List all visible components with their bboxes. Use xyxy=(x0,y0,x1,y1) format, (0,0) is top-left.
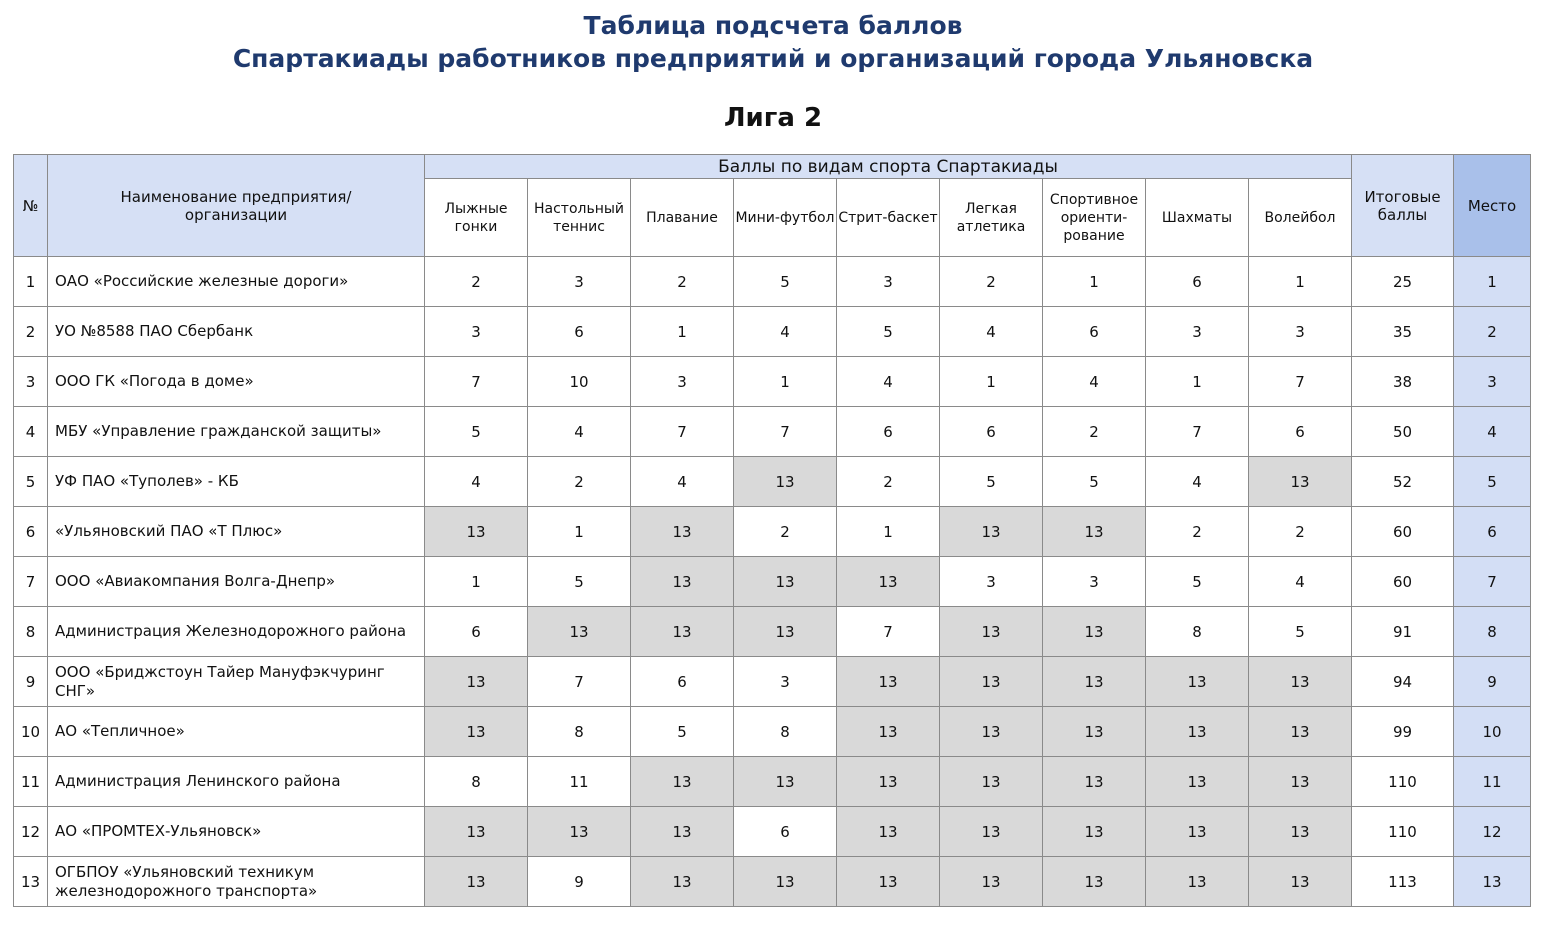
row-number: 10 xyxy=(14,707,48,757)
score-cell: 8 xyxy=(1146,607,1249,657)
score-cell: 4 xyxy=(734,307,837,357)
score-cell: 4 xyxy=(631,457,734,507)
score-cell: 6 xyxy=(631,657,734,707)
row-number: 12 xyxy=(14,807,48,857)
score-cell: 6 xyxy=(837,407,940,457)
header-sport-ski: Лыжные гонки xyxy=(425,179,528,257)
total-score: 110 xyxy=(1352,807,1454,857)
place-cell: 13 xyxy=(1454,857,1531,907)
place-cell: 1 xyxy=(1454,257,1531,307)
score-cell: 13 xyxy=(734,457,837,507)
header-sport-chess: Шахматы xyxy=(1146,179,1249,257)
row-number: 8 xyxy=(14,607,48,657)
score-cell: 13 xyxy=(1249,757,1352,807)
score-cell: 13 xyxy=(1146,657,1249,707)
table-row xyxy=(14,357,1531,407)
total-score: 38 xyxy=(1352,357,1454,407)
score-cell: 3 xyxy=(1043,557,1146,607)
table-row xyxy=(14,257,1531,307)
table-row xyxy=(14,707,1531,757)
row-number: 1 xyxy=(14,257,48,307)
header-place: Место xyxy=(1454,155,1531,257)
score-cell: 13 xyxy=(1043,507,1146,557)
score-cell: 6 xyxy=(528,307,631,357)
score-cell: 6 xyxy=(940,407,1043,457)
score-cell: 8 xyxy=(734,707,837,757)
row-number: 4 xyxy=(14,407,48,457)
row-number: 2 xyxy=(14,307,48,357)
header-num: № xyxy=(14,155,48,257)
row-number: 7 xyxy=(14,557,48,607)
score-cell: 13 xyxy=(1146,757,1249,807)
score-cell: 7 xyxy=(837,607,940,657)
score-cell: 13 xyxy=(734,607,837,657)
score-cell: 13 xyxy=(1249,807,1352,857)
score-cell: 5 xyxy=(837,307,940,357)
header-sport-table-tennis: Настольный теннис xyxy=(528,179,631,257)
score-cell: 3 xyxy=(631,357,734,407)
header-sport-volleyball: Волейбол xyxy=(1249,179,1352,257)
header-sport-swimming: Плавание xyxy=(631,179,734,257)
score-cell: 5 xyxy=(425,407,528,457)
score-cell: 7 xyxy=(734,407,837,457)
score-cell: 13 xyxy=(1043,807,1146,857)
organization-name: УО №8588 ПАО Сбербанк xyxy=(48,307,425,357)
score-cell: 3 xyxy=(528,257,631,307)
score-cell: 1 xyxy=(528,507,631,557)
score-cell: 7 xyxy=(425,357,528,407)
score-cell: 13 xyxy=(940,757,1043,807)
table-row xyxy=(14,657,1531,707)
table-row xyxy=(14,307,1531,357)
page-subtitle: Спартакиады работников предприятий и организаций города Ульяновска xyxy=(232,44,1314,73)
row-number: 11 xyxy=(14,757,48,807)
place-cell: 9 xyxy=(1454,657,1531,707)
table-row xyxy=(14,557,1531,607)
header-sport-orienteering: Спортивное ориенти-рование xyxy=(1043,179,1146,257)
header-sport-mini-football: Мини-футбол xyxy=(734,179,837,257)
score-cell: 1 xyxy=(631,307,734,357)
score-cell: 13 xyxy=(940,657,1043,707)
score-cell: 13 xyxy=(425,507,528,557)
score-cell: 5 xyxy=(631,707,734,757)
score-cell: 1 xyxy=(1146,357,1249,407)
score-cell: 5 xyxy=(528,557,631,607)
place-cell: 11 xyxy=(1454,757,1531,807)
score-cell: 13 xyxy=(1043,657,1146,707)
score-cell: 1 xyxy=(1043,257,1146,307)
organization-name: ООО «Бриджстоун Тайер Мануфэкчуринг СНГ» xyxy=(48,657,425,707)
table-row xyxy=(14,857,1531,907)
score-cell: 3 xyxy=(940,557,1043,607)
score-cell: 6 xyxy=(425,607,528,657)
organization-name: ОАО «Российские железные дороги» xyxy=(48,257,425,307)
score-cell: 4 xyxy=(1249,557,1352,607)
score-cell: 11 xyxy=(528,757,631,807)
place-cell: 5 xyxy=(1454,457,1531,507)
score-cell: 13 xyxy=(1146,807,1249,857)
score-cell: 2 xyxy=(1043,407,1146,457)
organization-name: МБУ «Управление гражданской защиты» xyxy=(48,407,425,457)
organization-name: Администрация Ленинского района xyxy=(48,757,425,807)
score-cell: 6 xyxy=(1249,407,1352,457)
total-score: 110 xyxy=(1352,757,1454,807)
total-score: 113 xyxy=(1352,857,1454,907)
score-cell: 1 xyxy=(734,357,837,407)
score-cell: 8 xyxy=(528,707,631,757)
organization-name: «Ульяновский ПАО «Т Плюс» xyxy=(48,507,425,557)
score-cell: 1 xyxy=(425,557,528,607)
score-cell: 1 xyxy=(940,357,1043,407)
score-cell: 9 xyxy=(528,857,631,907)
row-number: 6 xyxy=(14,507,48,557)
score-cell: 7 xyxy=(631,407,734,457)
score-cell: 3 xyxy=(837,257,940,307)
table-row xyxy=(14,807,1531,857)
place-cell: 4 xyxy=(1454,407,1531,457)
score-cell: 2 xyxy=(425,257,528,307)
score-cell: 13 xyxy=(631,807,734,857)
total-score: 91 xyxy=(1352,607,1454,657)
score-cell: 3 xyxy=(1146,307,1249,357)
score-cell: 2 xyxy=(631,257,734,307)
score-cell: 13 xyxy=(734,857,837,907)
table-row xyxy=(14,507,1531,557)
score-cell: 13 xyxy=(940,707,1043,757)
organization-name: Администрация Железнодорожного района xyxy=(48,607,425,657)
score-cell: 2 xyxy=(1249,507,1352,557)
score-cell: 13 xyxy=(940,857,1043,907)
place-cell: 6 xyxy=(1454,507,1531,557)
score-cell: 13 xyxy=(837,807,940,857)
score-cell: 13 xyxy=(940,507,1043,557)
score-cell: 2 xyxy=(528,457,631,507)
score-cell: 4 xyxy=(528,407,631,457)
score-cell: 4 xyxy=(425,457,528,507)
score-cell: 4 xyxy=(837,357,940,407)
total-score: 25 xyxy=(1352,257,1454,307)
table-header xyxy=(14,155,1531,257)
score-cell: 13 xyxy=(940,607,1043,657)
score-cell: 13 xyxy=(1249,457,1352,507)
organization-name: ООО ГК «Погода в доме» xyxy=(48,357,425,407)
table-row xyxy=(14,457,1531,507)
score-cell: 5 xyxy=(1146,557,1249,607)
score-cell: 3 xyxy=(734,657,837,707)
score-cell: 13 xyxy=(734,557,837,607)
total-score: 50 xyxy=(1352,407,1454,457)
score-cell: 13 xyxy=(425,807,528,857)
score-cell: 13 xyxy=(1249,657,1352,707)
score-cell: 13 xyxy=(528,807,631,857)
organization-name: ООО «Авиакомпания Волга-Днепр» xyxy=(48,557,425,607)
score-cell: 5 xyxy=(1043,457,1146,507)
score-cell: 13 xyxy=(1043,757,1146,807)
row-number: 3 xyxy=(14,357,48,407)
score-cell: 4 xyxy=(1043,357,1146,407)
score-cell: 13 xyxy=(1146,857,1249,907)
score-cell: 13 xyxy=(1043,707,1146,757)
score-cell: 13 xyxy=(631,607,734,657)
score-cell: 13 xyxy=(631,507,734,557)
place-cell: 8 xyxy=(1454,607,1531,657)
score-cell: 13 xyxy=(1249,857,1352,907)
score-cell: 2 xyxy=(1146,507,1249,557)
table-body xyxy=(14,257,1531,907)
score-cell: 13 xyxy=(837,707,940,757)
score-cell: 7 xyxy=(1146,407,1249,457)
place-cell: 12 xyxy=(1454,807,1531,857)
organization-name: УФ ПАО «Туполев» - КБ xyxy=(48,457,425,507)
score-cell: 6 xyxy=(1146,257,1249,307)
score-cell: 13 xyxy=(837,657,940,707)
score-cell: 13 xyxy=(1043,607,1146,657)
score-cell: 4 xyxy=(1146,457,1249,507)
score-cell: 13 xyxy=(734,757,837,807)
page-title: Таблица подсчета баллов xyxy=(583,11,963,40)
score-cell: 5 xyxy=(734,257,837,307)
score-cell: 13 xyxy=(1043,857,1146,907)
score-cell: 1 xyxy=(837,507,940,557)
table-row xyxy=(14,757,1531,807)
score-cell: 7 xyxy=(1249,357,1352,407)
score-cell: 13 xyxy=(631,557,734,607)
score-cell: 2 xyxy=(734,507,837,557)
header-sport-streetball: Стрит-баскет xyxy=(837,179,940,257)
league-title: Лига 2 xyxy=(723,103,823,133)
score-cell: 13 xyxy=(631,757,734,807)
score-cell: 13 xyxy=(940,807,1043,857)
score-cell: 13 xyxy=(528,607,631,657)
row-number: 9 xyxy=(14,657,48,707)
total-score: 60 xyxy=(1352,507,1454,557)
place-cell: 2 xyxy=(1454,307,1531,357)
score-cell: 13 xyxy=(837,857,940,907)
score-cell: 2 xyxy=(940,257,1043,307)
total-score: 99 xyxy=(1352,707,1454,757)
header-organization: Наименование предприятия/ организации xyxy=(48,155,425,257)
place-cell: 10 xyxy=(1454,707,1531,757)
header-total: Итоговые баллы xyxy=(1352,155,1454,257)
score-cell: 13 xyxy=(425,857,528,907)
total-score: 35 xyxy=(1352,307,1454,357)
score-cell: 8 xyxy=(425,757,528,807)
total-score: 94 xyxy=(1352,657,1454,707)
organization-name: ОГБПОУ «Ульяновский техникум железнодорожного транспорта» xyxy=(48,857,425,907)
score-cell: 10 xyxy=(528,357,631,407)
score-cell: 5 xyxy=(940,457,1043,507)
place-cell: 7 xyxy=(1454,557,1531,607)
place-cell: 3 xyxy=(1454,357,1531,407)
row-number: 13 xyxy=(14,857,48,907)
score-cell: 1 xyxy=(1249,257,1352,307)
score-cell: 13 xyxy=(425,707,528,757)
score-cell: 5 xyxy=(1249,607,1352,657)
score-cell: 13 xyxy=(631,857,734,907)
header-sports-group: Баллы по видам спорта Спартакиады xyxy=(425,155,1352,179)
score-cell: 6 xyxy=(1043,307,1146,357)
total-score: 52 xyxy=(1352,457,1454,507)
row-number: 5 xyxy=(14,457,48,507)
score-table xyxy=(13,154,1531,907)
score-cell: 7 xyxy=(528,657,631,707)
score-cell: 13 xyxy=(425,657,528,707)
table-row xyxy=(14,407,1531,457)
score-cell: 13 xyxy=(837,757,940,807)
score-cell: 3 xyxy=(425,307,528,357)
score-cell: 13 xyxy=(1249,707,1352,757)
organization-name: АО «Тепличное» xyxy=(48,707,425,757)
score-cell: 3 xyxy=(1249,307,1352,357)
table-row xyxy=(14,607,1531,657)
header-sport-athletics: Легкая атлетика xyxy=(940,179,1043,257)
score-cell: 6 xyxy=(734,807,837,857)
score-cell: 13 xyxy=(837,557,940,607)
score-cell: 2 xyxy=(837,457,940,507)
total-score: 60 xyxy=(1352,557,1454,607)
score-cell: 4 xyxy=(940,307,1043,357)
score-cell: 13 xyxy=(1146,707,1249,757)
organization-name: АО «ПРОМТЕХ-Ульяновск» xyxy=(48,807,425,857)
